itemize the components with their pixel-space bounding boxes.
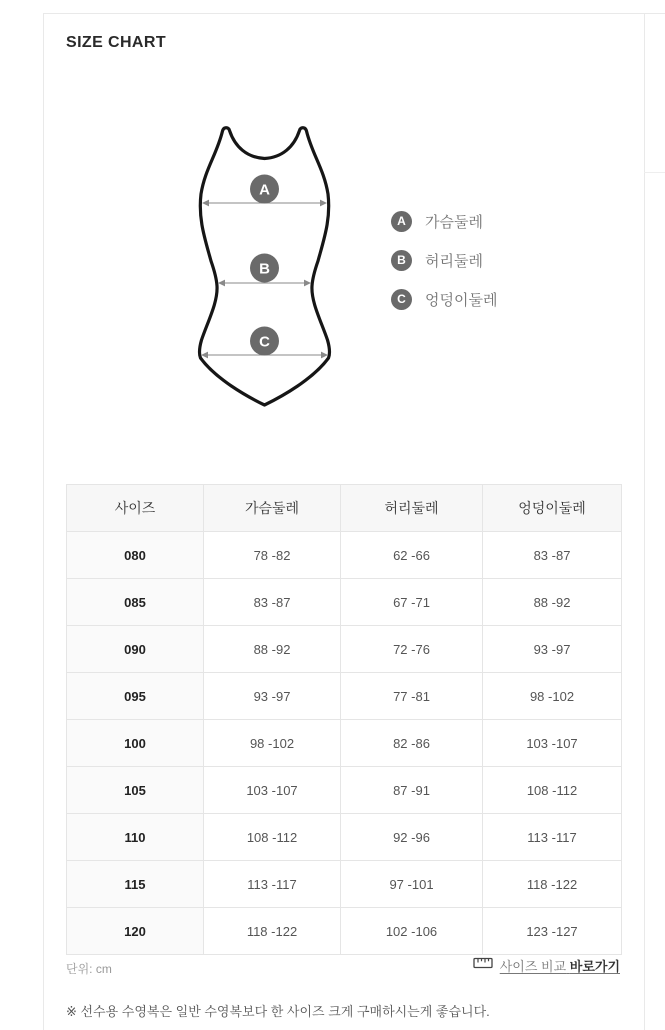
legend-label-chest: 가슴둘레 (425, 214, 483, 231)
svg-text:B: B (259, 260, 270, 278)
header-size: 사이즈 (67, 485, 204, 532)
hip-cell: 98 -102 (483, 673, 622, 720)
waist-cell: 82 -86 (341, 720, 483, 767)
legend-item-chest (391, 211, 497, 232)
waist-cell: 67 -71 (341, 579, 483, 626)
size-cell: 085 (67, 579, 204, 626)
unit-label: 단위: cm (66, 962, 112, 976)
header-chest: 가슴둘레 (204, 485, 341, 532)
measurement-legend (391, 211, 497, 328)
table-row (67, 673, 622, 720)
chest-cell: 98 -102 (204, 720, 341, 767)
page-border-right (644, 13, 645, 1030)
page-border-left (43, 13, 44, 1030)
diagram-badge-c (250, 327, 279, 356)
chest-cell: 78 -82 (204, 532, 341, 579)
table-row (67, 814, 622, 861)
purchase-note: ※ 선수용 수영복은 일반 수영복보다 한 사이즈 크게 구매하시는게 좋습니다. (66, 1004, 490, 1019)
legend-item-waist (391, 250, 497, 271)
table-row (67, 861, 622, 908)
size-cell: 095 (67, 673, 204, 720)
page-title: SIZE CHART (66, 34, 166, 51)
waist-cell: 62 -66 (341, 532, 483, 579)
header-hip: 엉덩이둘레 (483, 485, 622, 532)
svg-text:C: C (259, 333, 270, 351)
hip-cell: 123 -127 (483, 908, 622, 955)
hip-cell: 103 -107 (483, 720, 622, 767)
table-row (67, 720, 622, 767)
svg-text:A: A (259, 181, 270, 199)
waist-cell: 77 -81 (341, 673, 483, 720)
table-row (67, 908, 622, 955)
waist-cell: 92 -96 (341, 814, 483, 861)
size-table (66, 484, 622, 955)
legend-item-hip (391, 289, 497, 310)
diagram-badge-a (250, 175, 279, 204)
chest-cell: 113 -117 (204, 861, 341, 908)
size-compare-link-label (500, 956, 620, 975)
diagram-badge-b (250, 254, 279, 283)
hip-cell: 83 -87 (483, 532, 622, 579)
size-cell: 080 (67, 532, 204, 579)
legend-label-hip: 엉덩이둘레 (425, 292, 498, 309)
page-border-top (43, 13, 665, 14)
hip-cell: 118 -122 (483, 861, 622, 908)
hip-cell: 113 -117 (483, 814, 622, 861)
table-row (67, 626, 622, 673)
size-cell: 100 (67, 720, 204, 767)
hip-cell: 108 -112 (483, 767, 622, 814)
waist-cell: 87 -91 (341, 767, 483, 814)
chest-cell: 103 -107 (204, 767, 341, 814)
link-prefix: 사이즈 비교 (499, 959, 567, 974)
table-row (67, 767, 622, 814)
link-strong: 바로가기 (569, 959, 620, 974)
size-cell: 115 (67, 861, 204, 908)
header-waist: 허리둘레 (341, 485, 483, 532)
chest-cell: 118 -122 (204, 908, 341, 955)
chest-cell: 93 -97 (204, 673, 341, 720)
swimsuit-diagram (160, 100, 380, 420)
size-cell: 120 (67, 908, 204, 955)
badge-c-icon: C (391, 289, 412, 310)
size-compare-link[interactable] (473, 956, 620, 975)
badge-a-icon: A (391, 211, 412, 232)
chest-cell: 108 -112 (204, 814, 341, 861)
chest-cell: 83 -87 (204, 579, 341, 626)
ruler-icon (473, 956, 493, 975)
waist-cell: 72 -76 (341, 626, 483, 673)
hip-cell: 93 -97 (483, 626, 622, 673)
table-row (67, 579, 622, 626)
waist-cell: 102 -106 (341, 908, 483, 955)
sidebar-divider (644, 172, 665, 173)
size-cell: 105 (67, 767, 204, 814)
table-header-row (67, 485, 622, 532)
badge-b-icon: B (391, 250, 412, 271)
size-cell: 090 (67, 626, 204, 673)
waist-cell: 97 -101 (341, 861, 483, 908)
size-cell: 110 (67, 814, 204, 861)
table-row (67, 532, 622, 579)
legend-label-waist: 허리둘레 (425, 253, 483, 270)
hip-cell: 88 -92 (483, 579, 622, 626)
chest-cell: 88 -92 (204, 626, 341, 673)
